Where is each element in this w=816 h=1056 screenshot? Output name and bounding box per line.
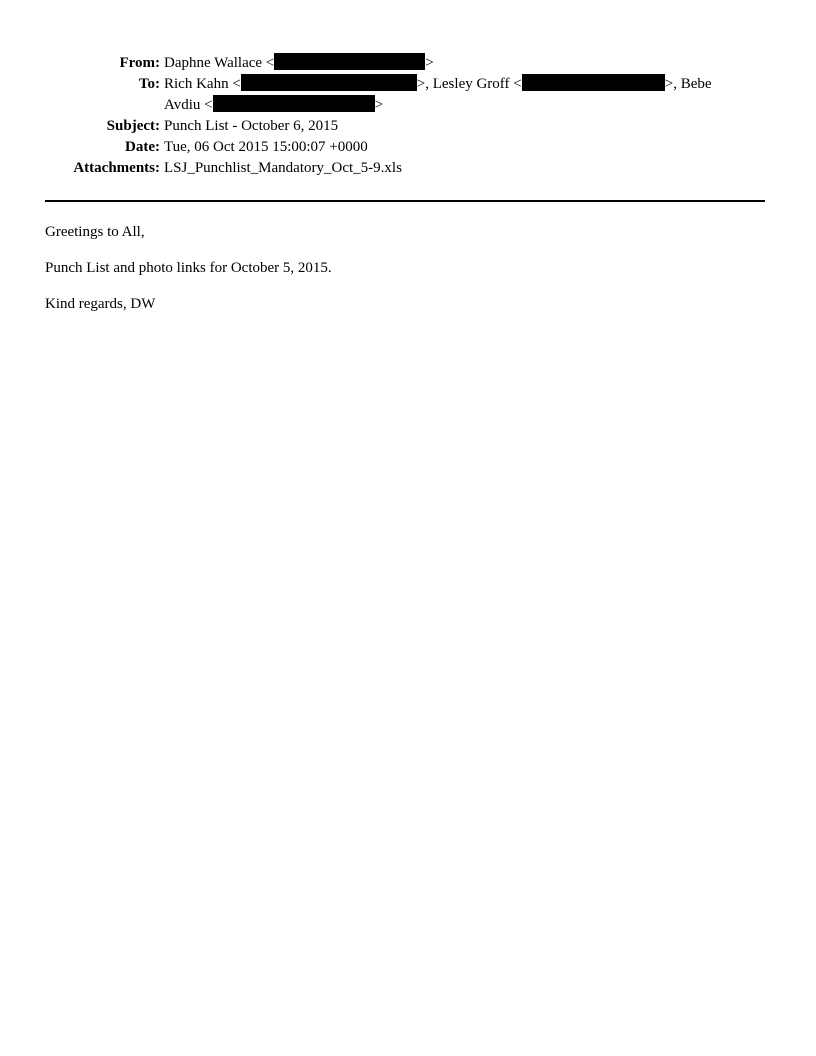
to-close: > [374, 97, 384, 113]
to-recipient-bebe-first: >, Bebe [664, 76, 712, 92]
to-row [0, 74, 816, 116]
to-recipient-bebe-last: Avdiu < [164, 97, 213, 113]
subject-row [0, 116, 816, 137]
from-close: > [425, 55, 434, 71]
from-label: From: [119, 55, 160, 71]
date-value: Tue, 06 Oct 2015 15:00:07 +0000 [164, 139, 368, 155]
greeting: Greetings to All, [45, 224, 145, 240]
from-name: Daphne Wallace < [164, 55, 275, 71]
signoff: Kind regards, DW [45, 296, 156, 312]
attachments-label: Attachments: [73, 160, 160, 176]
attachments-row [0, 158, 816, 179]
from-value [164, 53, 764, 74]
from-row [0, 53, 816, 74]
to-value [164, 74, 764, 116]
redacted-email [522, 74, 665, 91]
email-header [0, 53, 816, 179]
subject-value: Punch List - October 6, 2015 [164, 118, 339, 134]
to-recipient-rich: Rich Kahn < [164, 76, 241, 92]
header-divider [45, 200, 765, 202]
to-recipient-lesley: >, Lesley Groff < [416, 76, 522, 92]
redacted-email [274, 53, 425, 70]
email-body [45, 223, 765, 331]
redacted-email [213, 95, 375, 112]
subject-label: Subject: [106, 118, 160, 134]
date-row [0, 137, 816, 158]
body-line: Punch List and photo links for October 5, 2015. [45, 260, 332, 276]
to-label: To: [138, 76, 160, 92]
redacted-email [241, 74, 417, 91]
date-label: Date: [125, 139, 160, 155]
attachment-filename[interactable]: LSJ_Punchlist_Mandatory_Oct_5-9.xls [164, 160, 402, 176]
